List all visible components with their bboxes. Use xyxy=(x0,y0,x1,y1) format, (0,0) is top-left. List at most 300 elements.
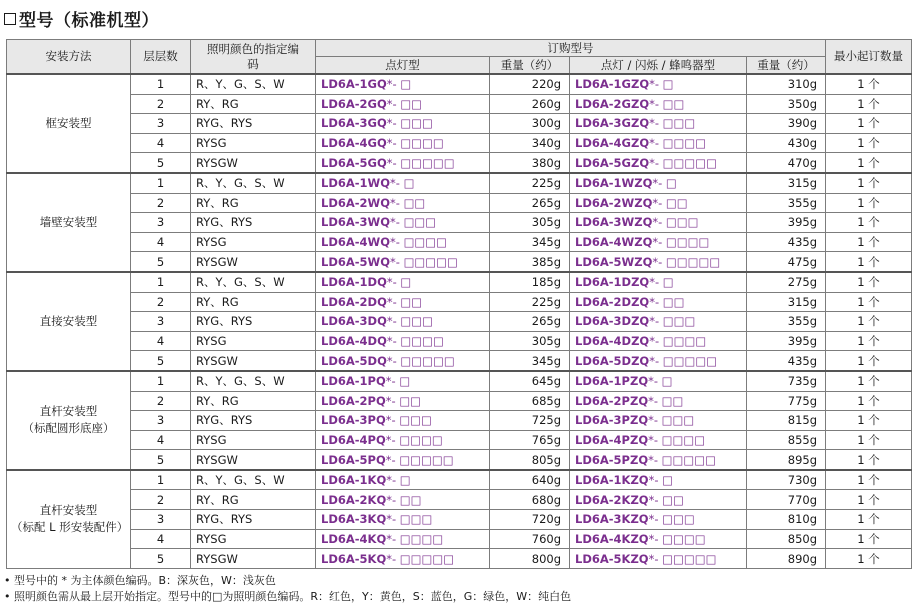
method-cell: 直接安装型 xyxy=(7,272,131,371)
weight-cell: 390g xyxy=(747,114,826,134)
model-code: LD6A-2WZQ xyxy=(575,195,653,210)
model-suffix: *- □□□ xyxy=(649,116,696,131)
weight-cell: 765g xyxy=(490,430,570,450)
flash-model-cell xyxy=(570,549,747,569)
model-suffix: *- □ xyxy=(390,176,415,191)
weight-cell: 770g xyxy=(747,490,826,510)
layers-cell: 5 xyxy=(131,450,191,470)
model-suffix: *- □□□□□ xyxy=(385,452,454,467)
steady-model-cell xyxy=(316,133,490,153)
model-code: LD6A-1GZQ xyxy=(575,77,650,92)
model-suffix: *- □□□ xyxy=(386,116,433,131)
min-qty-cell: 1 个 xyxy=(826,450,912,470)
model-code: LD6A-3PQ xyxy=(321,413,386,428)
model-code: LD6A-4WQ xyxy=(321,235,391,250)
color-code-cell: RY、RG xyxy=(191,94,316,114)
model-code: LD6A-1KZQ xyxy=(575,473,649,488)
model-code: LD6A-5DQ xyxy=(321,353,387,368)
steady-model-cell xyxy=(316,371,490,391)
model-suffix: *- □ xyxy=(386,275,412,290)
model-suffix: *- □□ xyxy=(649,294,685,309)
min-qty-cell: 1 个 xyxy=(826,430,912,450)
steady-model-cell xyxy=(316,213,490,233)
flash-model-cell xyxy=(570,114,747,134)
flash-model-cell xyxy=(570,411,747,431)
min-qty-cell: 1 个 xyxy=(826,351,912,371)
weight-cell: 800g xyxy=(490,549,570,569)
table-row xyxy=(7,450,912,470)
model-suffix: *- □□□□□ xyxy=(386,353,455,368)
flash-model-cell xyxy=(570,193,747,213)
model-suffix: *- □□□□□ xyxy=(648,551,717,566)
layers-cell: 5 xyxy=(131,153,191,173)
table-row xyxy=(7,272,912,292)
weight-cell: 355g xyxy=(747,193,826,213)
steady-model-cell xyxy=(316,94,490,114)
steady-model-cell xyxy=(316,351,490,371)
header-color-code: 照明颜色的指定编码 xyxy=(191,40,316,75)
model-code: LD6A-4KZQ xyxy=(575,531,649,546)
header-flash: 点灯 / 闪烁 / 蜂鸣器型 xyxy=(570,57,747,75)
table-row xyxy=(7,153,912,173)
min-qty-cell: 1 个 xyxy=(826,391,912,411)
min-qty-cell: 1 个 xyxy=(826,272,912,292)
model-code: LD6A-1DZQ xyxy=(575,275,650,290)
weight-cell: 275g xyxy=(747,272,826,292)
weight-cell: 225g xyxy=(490,173,570,193)
flash-model-cell xyxy=(570,312,747,332)
header-weight1: 重量（约） xyxy=(490,57,570,75)
weight-cell: 430g xyxy=(747,133,826,153)
layers-cell: 3 xyxy=(131,213,191,233)
model-suffix: *- □□□□□ xyxy=(652,254,721,269)
weight-cell: 855g xyxy=(747,430,826,450)
method-cell: 墙壁安装型 xyxy=(7,173,131,272)
steady-model-cell xyxy=(316,292,490,312)
steady-model-cell xyxy=(316,411,490,431)
flash-model-cell xyxy=(570,529,747,549)
model-code: LD6A-2DQ xyxy=(321,294,387,309)
header-method: 安装方法 xyxy=(7,40,131,75)
weight-cell: 810g xyxy=(747,510,826,530)
model-code: LD6A-2KQ xyxy=(321,492,387,507)
model-code: LD6A-2PQ xyxy=(321,393,386,408)
min-qty-cell: 1 个 xyxy=(826,114,912,134)
table-row xyxy=(7,193,912,213)
color-code-cell: RYSGW xyxy=(191,549,316,569)
weight-cell: 260g xyxy=(490,94,570,114)
model-code: LD6A-4KQ xyxy=(321,531,387,546)
layers-cell: 4 xyxy=(131,430,191,450)
weight-cell: 385g xyxy=(490,252,570,272)
header-min-qty: 最小起订数量 xyxy=(826,40,912,75)
model-suffix: *- □ xyxy=(385,374,411,389)
footnote-2: • 照明颜色需从最上层开始指定。型号中的□为照明颜色编码。R：红色，Y：黄色，S：蓝色，G：绿色，W：纯白色 xyxy=(4,590,572,603)
weight-cell: 805g xyxy=(490,450,570,470)
layers-cell: 5 xyxy=(131,252,191,272)
model-suffix: *- □□□□□ xyxy=(649,353,718,368)
model-suffix: *- □□□□ xyxy=(649,136,707,151)
color-code-cell: RYSG xyxy=(191,430,316,450)
weight-cell: 395g xyxy=(747,331,826,351)
weight-cell: 345g xyxy=(490,232,570,252)
layers-cell: 1 xyxy=(131,272,191,292)
model-code: LD6A-3PZQ xyxy=(575,413,649,428)
flash-model-cell xyxy=(570,510,747,530)
model-code: LD6A-5GQ xyxy=(321,155,387,170)
model-code: LD6A-2PZQ xyxy=(575,393,649,408)
weight-cell: 435g xyxy=(747,232,826,252)
table-row xyxy=(7,490,912,510)
model-code: LD6A-1KQ xyxy=(321,473,387,488)
layers-cell: 4 xyxy=(131,529,191,549)
model-code: LD6A-3DZQ xyxy=(575,314,650,329)
model-code: LD6A-3WZQ xyxy=(575,215,653,230)
model-suffix: *- □□□ xyxy=(649,314,696,329)
model-suffix: *- □□□□□ xyxy=(648,452,716,467)
steady-model-cell xyxy=(316,312,490,332)
model-suffix: *- □□ xyxy=(649,96,685,111)
min-qty-cell: 1 个 xyxy=(826,470,912,490)
color-code-cell: RY、RG xyxy=(191,292,316,312)
flash-model-cell xyxy=(570,133,747,153)
flash-model-cell xyxy=(570,153,747,173)
steady-model-cell xyxy=(316,272,490,292)
model-code: LD6A-2KZQ xyxy=(575,492,649,507)
model-suffix: *- □□□□ xyxy=(649,334,707,349)
model-code: LD6A-1WQ xyxy=(321,176,391,191)
color-code-cell: RY、RG xyxy=(191,193,316,213)
min-qty-cell: 1 个 xyxy=(826,213,912,233)
table-row xyxy=(7,252,912,272)
table-body xyxy=(7,74,912,568)
model-code: LD6A-1DQ xyxy=(321,275,387,290)
model-suffix: *- □□□ xyxy=(390,215,437,230)
steady-model-cell xyxy=(316,232,490,252)
model-suffix: *- □□□□□ xyxy=(386,155,455,170)
weight-cell: 815g xyxy=(747,411,826,431)
model-code: LD6A-5GZQ xyxy=(575,155,650,170)
weight-cell: 305g xyxy=(490,331,570,351)
table-row xyxy=(7,411,912,431)
model-suffix: *- □ xyxy=(386,77,412,92)
weight-cell: 225g xyxy=(490,292,570,312)
layers-cell: 5 xyxy=(131,549,191,569)
header-weight2: 重量（约） xyxy=(747,57,826,75)
steady-model-cell xyxy=(316,153,490,173)
flash-model-cell xyxy=(570,232,747,252)
header-order: 订购型号 xyxy=(316,40,826,57)
table-row xyxy=(7,331,912,351)
method-cell: 框安装型 xyxy=(7,74,131,173)
color-code-cell: RYG、RYS xyxy=(191,213,316,233)
weight-cell: 760g xyxy=(490,529,570,549)
model-suffix: *- □□ xyxy=(386,96,423,111)
min-qty-cell: 1 个 xyxy=(826,133,912,153)
min-qty-cell: 1 个 xyxy=(826,331,912,351)
weight-cell: 265g xyxy=(490,193,570,213)
weight-cell: 380g xyxy=(490,153,570,173)
header-layers: 层层数 xyxy=(131,40,191,75)
model-suffix: *- □□□□□ xyxy=(649,155,717,170)
flash-model-cell xyxy=(570,371,747,391)
model-code: LD6A-1PZQ xyxy=(575,374,649,389)
page-title xyxy=(4,6,159,31)
table-row xyxy=(7,74,912,94)
color-code-cell: R、Y、G、S、W xyxy=(191,74,316,94)
model-suffix: *- □ xyxy=(648,374,673,389)
table-row xyxy=(7,549,912,569)
footnotes xyxy=(4,573,571,605)
page-title-text: 型号（标准机型） xyxy=(19,11,159,31)
flash-model-cell xyxy=(570,94,747,114)
layers-cell: 2 xyxy=(131,391,191,411)
model-table xyxy=(6,39,912,569)
model-code: LD6A-3GQ xyxy=(321,116,387,131)
layers-cell: 3 xyxy=(131,411,191,431)
min-qty-cell: 1 个 xyxy=(826,173,912,193)
weight-cell: 395g xyxy=(747,213,826,233)
weight-cell: 720g xyxy=(490,510,570,530)
layers-cell: 3 xyxy=(131,312,191,332)
steady-model-cell xyxy=(316,331,490,351)
model-suffix: *- □□□□□ xyxy=(390,254,458,269)
header-steady: 点灯型 xyxy=(316,57,490,75)
model-suffix: *- □□□ xyxy=(385,413,432,428)
table-row xyxy=(7,173,912,193)
model-suffix: *- □□□□ xyxy=(390,235,448,250)
color-code-cell: R、Y、G、S、W xyxy=(191,470,316,490)
weight-cell: 645g xyxy=(490,371,570,391)
color-code-cell: RYSG xyxy=(191,133,316,153)
weight-cell: 305g xyxy=(490,213,570,233)
table-row xyxy=(7,510,912,530)
steady-model-cell xyxy=(316,173,490,193)
weight-cell: 470g xyxy=(747,153,826,173)
model-suffix: *- □ xyxy=(649,275,674,290)
model-code: LD6A-4DQ xyxy=(321,334,387,349)
model-suffix: *- □ xyxy=(648,473,673,488)
weight-cell: 850g xyxy=(747,529,826,549)
flash-model-cell xyxy=(570,490,747,510)
color-code-cell: RYG、RYS xyxy=(191,312,316,332)
weight-cell: 355g xyxy=(747,312,826,332)
steady-model-cell xyxy=(316,74,490,94)
steady-model-cell xyxy=(316,510,490,530)
weight-cell: 890g xyxy=(747,549,826,569)
flash-model-cell xyxy=(570,351,747,371)
color-code-cell: RYSGW xyxy=(191,252,316,272)
flash-model-cell xyxy=(570,470,747,490)
table-row xyxy=(7,232,912,252)
flash-model-cell xyxy=(570,430,747,450)
model-suffix: *- □□□□ xyxy=(385,432,443,447)
color-code-cell: R、Y、G、S、W xyxy=(191,173,316,193)
table-row xyxy=(7,351,912,371)
color-code-cell: RYG、RYS xyxy=(191,114,316,134)
flash-model-cell xyxy=(570,450,747,470)
model-code: LD6A-4DZQ xyxy=(575,334,650,349)
min-qty-cell: 1 个 xyxy=(826,153,912,173)
table-row xyxy=(7,213,912,233)
model-code: LD6A-2DZQ xyxy=(575,294,650,309)
steady-model-cell xyxy=(316,450,490,470)
weight-cell: 315g xyxy=(747,292,826,312)
model-code: LD6A-5KQ xyxy=(321,551,387,566)
color-code-cell: RYG、RYS xyxy=(191,411,316,431)
weight-cell: 340g xyxy=(490,133,570,153)
min-qty-cell: 1 个 xyxy=(826,232,912,252)
flash-model-cell xyxy=(570,272,747,292)
weight-cell: 680g xyxy=(490,490,570,510)
table-row xyxy=(7,292,912,312)
min-qty-cell: 1 个 xyxy=(826,292,912,312)
model-code: LD6A-5PQ xyxy=(321,452,386,467)
weight-cell: 185g xyxy=(490,272,570,292)
min-qty-cell: 1 个 xyxy=(826,371,912,391)
layers-cell: 3 xyxy=(131,510,191,530)
weight-cell: 345g xyxy=(490,351,570,371)
layers-cell: 2 xyxy=(131,490,191,510)
color-code-cell: RY、RG xyxy=(191,391,316,411)
flash-model-cell xyxy=(570,331,747,351)
flash-model-cell xyxy=(570,292,747,312)
layers-cell: 2 xyxy=(131,292,191,312)
weight-cell: 640g xyxy=(490,470,570,490)
table-row xyxy=(7,312,912,332)
flash-model-cell xyxy=(570,252,747,272)
flash-model-cell xyxy=(570,391,747,411)
color-code-cell: RYSG xyxy=(191,232,316,252)
flash-model-cell xyxy=(570,173,747,193)
flash-model-cell xyxy=(570,74,747,94)
color-code-cell: RYSGW xyxy=(191,153,316,173)
model-suffix: *- □□ xyxy=(385,393,422,408)
square-bullet-icon xyxy=(4,13,16,25)
model-suffix: *- □ xyxy=(649,77,674,92)
model-code: LD6A-5WQ xyxy=(321,254,391,269)
model-code: LD6A-1GQ xyxy=(321,77,387,92)
footnote-1: • 型号中的 * 为主体颜色编码。B：深灰色，W：浅灰色 xyxy=(4,574,276,587)
model-code: LD6A-4GQ xyxy=(321,136,387,151)
color-code-cell: RYSGW xyxy=(191,351,316,371)
steady-model-cell xyxy=(316,529,490,549)
weight-cell: 300g xyxy=(490,114,570,134)
weight-cell: 775g xyxy=(747,391,826,411)
model-code: LD6A-3KZQ xyxy=(575,512,649,527)
model-code: LD6A-1PQ xyxy=(321,374,386,389)
model-code: LD6A-5WZQ xyxy=(575,254,653,269)
model-suffix: *- □□□□ xyxy=(386,334,444,349)
model-code: LD6A-4PZQ xyxy=(575,432,649,447)
model-suffix: *- □□□□ xyxy=(386,531,444,546)
model-suffix: *- □□□ xyxy=(386,512,433,527)
steady-model-cell xyxy=(316,252,490,272)
model-code: LD6A-3KQ xyxy=(321,512,387,527)
table-row xyxy=(7,133,912,153)
model-code: LD6A-2GZQ xyxy=(575,96,650,111)
min-qty-cell: 1 个 xyxy=(826,312,912,332)
steady-model-cell xyxy=(316,114,490,134)
model-suffix: *- □□ xyxy=(386,492,422,507)
model-code: LD6A-3WQ xyxy=(321,215,391,230)
layers-cell: 2 xyxy=(131,94,191,114)
model-suffix: *- □□□□□ xyxy=(386,551,455,566)
model-suffix: *- □□ xyxy=(652,195,688,210)
model-suffix: *- □ xyxy=(386,473,411,488)
min-qty-cell: 1 个 xyxy=(826,549,912,569)
model-suffix: *- □□□□ xyxy=(648,531,706,546)
min-qty-cell: 1 个 xyxy=(826,252,912,272)
steady-model-cell xyxy=(316,193,490,213)
model-suffix: *- □□□ xyxy=(648,413,695,428)
table-row xyxy=(7,529,912,549)
min-qty-cell: 1 个 xyxy=(826,510,912,530)
weight-cell: 350g xyxy=(747,94,826,114)
model-suffix: *- □□ xyxy=(386,294,423,309)
layers-cell: 1 xyxy=(131,470,191,490)
weight-cell: 310g xyxy=(747,74,826,94)
layers-cell: 4 xyxy=(131,331,191,351)
layers-cell: 5 xyxy=(131,351,191,371)
model-suffix: *- □□□ xyxy=(386,314,434,329)
model-code: LD6A-5KZQ xyxy=(575,551,649,566)
model-suffix: *- □□□ xyxy=(652,215,699,230)
min-qty-cell: 1 个 xyxy=(826,411,912,431)
weight-cell: 265g xyxy=(490,312,570,332)
weight-cell: 725g xyxy=(490,411,570,431)
model-suffix: *- □□ xyxy=(648,492,684,507)
color-code-cell: RYSG xyxy=(191,331,316,351)
model-code: LD6A-2GQ xyxy=(321,96,387,111)
model-suffix: *- □□□□ xyxy=(652,235,710,250)
model-suffix: *- □□ xyxy=(648,393,684,408)
model-suffix: *- □ xyxy=(652,176,677,191)
table-row xyxy=(7,94,912,114)
steady-model-cell xyxy=(316,430,490,450)
min-qty-cell: 1 个 xyxy=(826,74,912,94)
layers-cell: 4 xyxy=(131,133,191,153)
flash-model-cell xyxy=(570,213,747,233)
weight-cell: 435g xyxy=(747,351,826,371)
steady-model-cell xyxy=(316,490,490,510)
color-code-cell: R、Y、G、S、W xyxy=(191,371,316,391)
model-code: LD6A-4GZQ xyxy=(575,136,650,151)
model-suffix: *- □□□□ xyxy=(386,136,444,151)
method-cell: 直杆安装型 （标配 L 形安装配件） xyxy=(7,470,131,568)
model-code: LD6A-3GZQ xyxy=(575,116,650,131)
weight-cell: 315g xyxy=(747,173,826,193)
model-suffix: *- □□□ xyxy=(648,512,695,527)
weight-cell: 475g xyxy=(747,252,826,272)
model-suffix: *- □□ xyxy=(390,195,426,210)
min-qty-cell: 1 个 xyxy=(826,94,912,114)
color-code-cell: RY、RG xyxy=(191,490,316,510)
min-qty-cell: 1 个 xyxy=(826,193,912,213)
table-row xyxy=(7,470,912,490)
model-code: LD6A-3DQ xyxy=(321,314,387,329)
model-code: LD6A-5PZQ xyxy=(575,452,649,467)
weight-cell: 895g xyxy=(747,450,826,470)
steady-model-cell xyxy=(316,549,490,569)
weight-cell: 730g xyxy=(747,470,826,490)
table-row xyxy=(7,371,912,391)
model-code: LD6A-4WZQ xyxy=(575,235,653,250)
weight-cell: 735g xyxy=(747,371,826,391)
table-row xyxy=(7,391,912,411)
table-row xyxy=(7,114,912,134)
layers-cell: 1 xyxy=(131,74,191,94)
